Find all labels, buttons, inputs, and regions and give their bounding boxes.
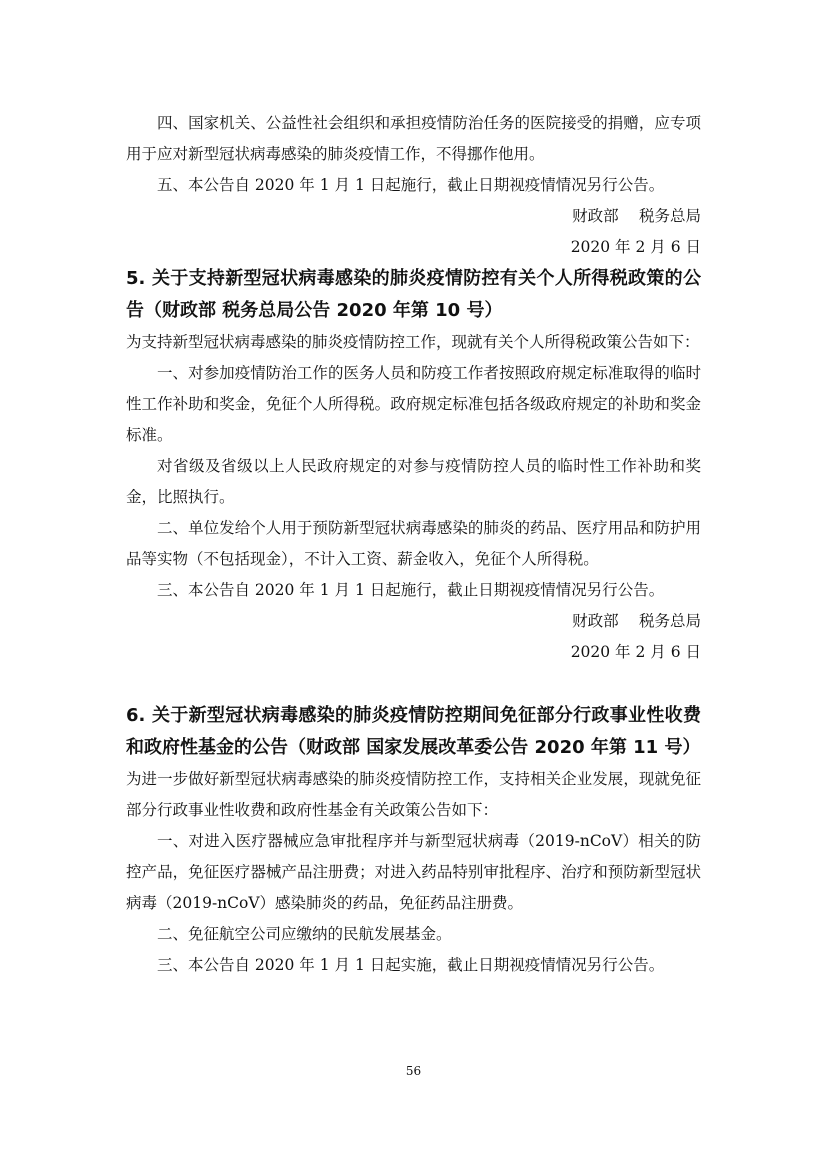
section5-date: 2020 年 2 月 6 日: [570, 643, 701, 661]
signature-date: 2020 年 2 月 6 日: [570, 238, 701, 256]
page-content: [126, 108, 701, 981]
section6-intro: 为进一步做好新型冠状病毒感染的肺炎疫情防控工作，支持相关企业发展，现就免征部分行政事业性收费和政府性基金有关政策公告如下：: [126, 770, 701, 819]
section5-paragraph-4: 三、本公告自 2020 年 1 月 1 日起施行，截止日期视疫情情况另行公告。: [157, 581, 665, 599]
section6-paragraph-1: 一、对进入医疗器械应急审批程序并与新型冠状病毒（2019-nCoV）相关的防控产品，免征医疗器械产品注册费；对进入药品特别审批程序、治疗和预防新型冠状病毒（2019-nCoV）感染肺炎的药品，免征药品注册费。: [126, 832, 701, 912]
section5-intro: 为支持新型冠状病毒感染的肺炎疫情防控工作，现就有关个人所得税政策公告如下：: [126, 333, 700, 351]
section5-title: 5. 关于支持新型冠状病毒感染的肺炎疫情防控有关个人所得税政策的公告（财政部 税务总局公告 2020 年第 10 号）: [126, 268, 701, 321]
section6-paragraph-3: 三、本公告自 2020 年 1 月 1 日起实施，截止日期视疫情情况另行公告。: [157, 956, 665, 974]
section5-signature: 财政部 税务总局: [572, 612, 701, 630]
signature: 财政部 税务总局: [572, 207, 701, 225]
section6-title: 6. 关于新型冠状病毒感染的肺炎疫情防控期间免征部分行政事业性收费和政府性基金的公告（财政部 国家发展改革委公告 2020 年第 11 号）: [126, 705, 701, 758]
paragraph-effective-date: 五、本公告自 2020 年 1 月 1 日起施行，截止日期视疫情情况另行公告。: [157, 176, 665, 194]
page-number: 56: [405, 1064, 422, 1078]
section5-paragraph-3: 二、单位发给个人用于预防新型冠状病毒感染的肺炎的药品、医疗用品和防护用品等实物（不包括现金），不计入工资、薪金收入，免征个人所得税。: [126, 519, 701, 568]
section6-paragraph-2: 二、免征航空公司应缴纳的民航发展基金。: [157, 925, 452, 943]
section5-paragraph-1: 一、对参加疫情防治工作的医务人员和防疫工作者按照政府规定标准取得的临时性工作补助和奖金，免征个人所得税。政府规定标准包括各级政府规定的补助和奖金标准。: [126, 364, 701, 444]
section-spacer: [126, 668, 701, 700]
section5-paragraph-2: 对省级及省级以上人民政府规定的对参与疫情防控人员的临时性工作补助和奖金，比照执行。: [126, 457, 701, 506]
paragraph-donation-use: 四、国家机关、公益性社会组织和承担疫情防治任务的医院接受的捐赠，应专项用于应对新型冠状病毒感染的肺炎疫情工作，不得挪作他用。: [126, 114, 701, 163]
